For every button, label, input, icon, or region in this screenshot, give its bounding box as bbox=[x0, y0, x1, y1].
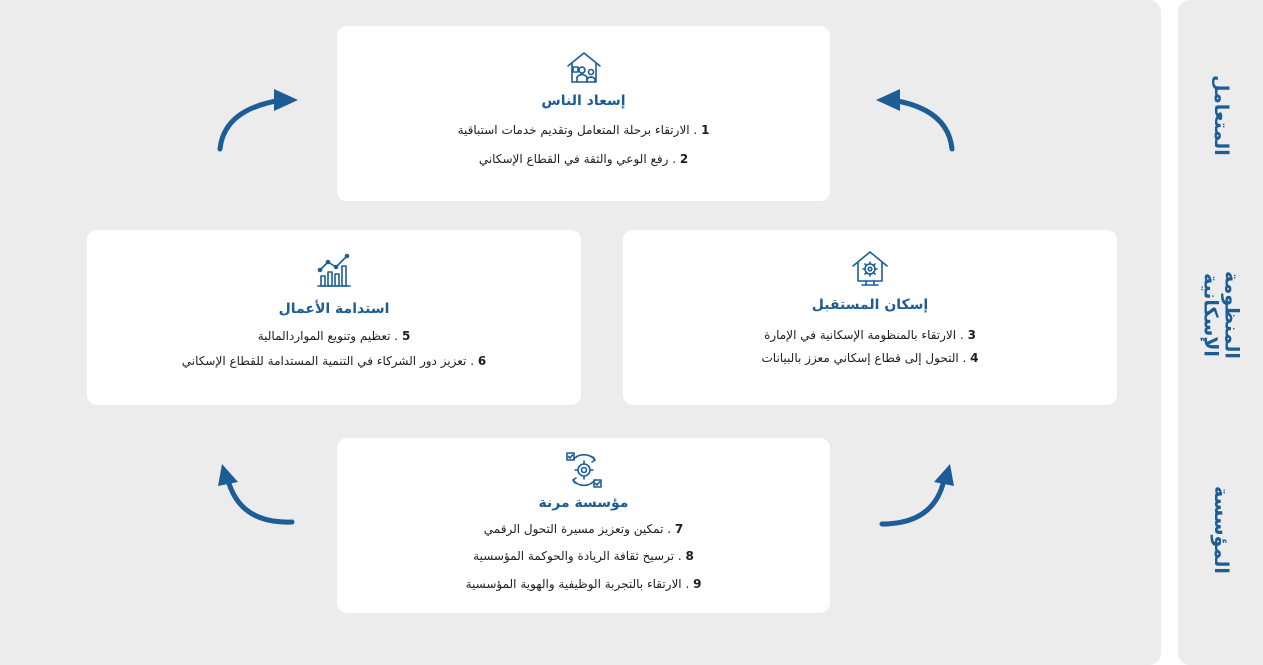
card-title: استدامة الأعمال bbox=[278, 301, 390, 317]
item-text: . الارتقاء بالمنظومة الإسكانية في الإمارة bbox=[764, 328, 968, 342]
list-item bbox=[87, 354, 581, 368]
item-number: 6 bbox=[477, 354, 487, 368]
list-item bbox=[623, 351, 1117, 365]
growth-chart-icon bbox=[314, 250, 354, 290]
list-item bbox=[87, 329, 581, 343]
cycle-arrow-icon bbox=[210, 85, 300, 155]
list-item bbox=[337, 152, 830, 166]
item-text: . تعزيز دور الشركاء في التنمية المستدامة للقطاع الإسكاني bbox=[181, 354, 478, 368]
list-item bbox=[337, 522, 830, 536]
smart-house-gear-icon bbox=[850, 248, 890, 288]
card-agile-institution bbox=[337, 438, 830, 613]
card-business-sustainability bbox=[87, 230, 581, 405]
item-text: . الارتقاء برحلة المتعامل وتقديم خدمات استباقية bbox=[457, 123, 702, 137]
house-family-icon bbox=[564, 48, 604, 88]
card-title: إسعاد الناس bbox=[541, 93, 626, 109]
side-label-customer: المتعامل bbox=[1209, 74, 1232, 156]
side-labels-panel bbox=[1178, 0, 1263, 665]
list-item bbox=[337, 123, 830, 137]
list-item bbox=[337, 549, 830, 563]
item-text: . ترسيخ ثقافة الريادة والحوكمة المؤسسية bbox=[473, 549, 686, 563]
item-text: . تعظيم وتنويع المواردالمالية bbox=[257, 329, 402, 343]
item-number: 9 bbox=[693, 577, 702, 591]
item-number: 7 bbox=[674, 522, 684, 536]
item-text: . تمكين وتعزيز مسيرة التحول الرقمي bbox=[483, 522, 675, 536]
card-title: مؤسسة مرنة bbox=[538, 495, 629, 511]
cycle-arrow-icon bbox=[210, 462, 300, 532]
item-number: 3 bbox=[967, 328, 976, 342]
list-item bbox=[623, 328, 1117, 342]
card-people-happiness bbox=[337, 26, 830, 201]
list-item bbox=[337, 577, 830, 591]
item-number: 2 bbox=[679, 152, 689, 166]
cycle-arrow-icon bbox=[872, 85, 962, 155]
cycle-arrow-icon bbox=[872, 462, 962, 532]
side-label-ecosystem: المنظومة الإسكانية bbox=[1199, 271, 1243, 359]
item-number: 5 bbox=[401, 329, 411, 343]
item-number: 4 bbox=[970, 351, 979, 365]
item-text: . رفع الوعي والثقة في القطاع الإسكاني bbox=[478, 152, 680, 166]
item-number: 1 bbox=[701, 123, 710, 137]
item-text: . الارتقاء بالتجربة الوظيفية والهوية المؤسسية bbox=[465, 577, 694, 591]
card-future-housing bbox=[623, 230, 1117, 405]
digital-transformation-icon bbox=[564, 450, 604, 490]
item-number: 8 bbox=[685, 549, 694, 563]
card-title: إسكان المستقبل bbox=[811, 297, 929, 313]
side-label-institution: المؤسسة bbox=[1209, 486, 1232, 574]
item-text: . التحول إلى قطاع إسكاني معزز بالبيانات bbox=[761, 351, 971, 365]
